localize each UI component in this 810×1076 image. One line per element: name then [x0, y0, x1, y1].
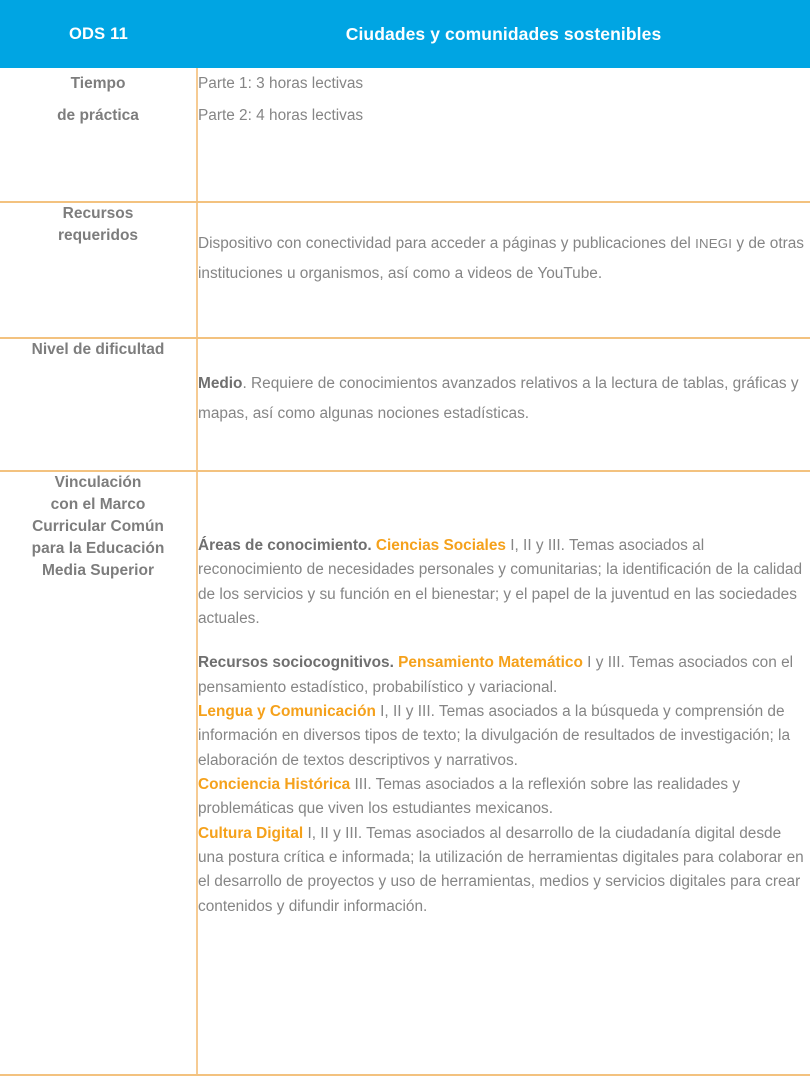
cultura-digital-text: I, II y III. Temas asociados al desarrollo de la ciudadanía digital desde una postura crítica e informada; la utilización de herramientas digitales para colaborar en el desarrollo de proyectos y uso de herramientas, medios y servicios digitales para crear contenidos y difundir información. [198, 824, 804, 915]
conciencia-historica-block [198, 773, 810, 822]
label-line: Recursos [62, 205, 134, 222]
table-header-row [0, 0, 810, 68]
row-label-vinculacion-mccems [0, 471, 197, 1075]
accent-pensamiento-matematico: Pensamiento Matemático [398, 654, 583, 672]
label-line: Nivel de dificultad [31, 341, 165, 358]
lengua-y-comunicacion-text: I, II y III. Temas asociados a la búsqueda y comprensión de información en diversos tipos de texto; la divulgación de resultados de investigación; la elaboración de textos descriptivos y narrativos. [198, 702, 791, 769]
label-line: Vinculación [54, 474, 142, 491]
nivel-text: . Requiere de conocimientos avanzados relativos a la lectura de tablas, gráficas y mapas, así como algunas nociones estadísticas. [198, 375, 799, 423]
recursos-inegi-acronym: INEGI [695, 236, 733, 251]
accent-lengua-y-comunicacion: Lengua y Comunicación [198, 702, 376, 720]
recursos-text-part-1: Dispositivo con conectividad para acceder a páginas y publicaciones del [198, 235, 696, 252]
row-content-nivel-de-dificultad [197, 338, 810, 471]
table-row [0, 471, 810, 1075]
label-line: Media Superior [42, 562, 154, 579]
label-line: requeridos [57, 227, 139, 244]
conciencia-historica-text: III. Temas asociados a la reflexión sobre las realidades y problemáticas que viven los estudiantes mexicanos. [198, 775, 741, 818]
label-line: para la Educación [31, 540, 165, 557]
label-line: Tiempo [70, 75, 126, 92]
accent-ciencias-sociales: Ciencias Sociales [375, 537, 506, 554]
header-ods-code: ODS 11 [0, 0, 197, 68]
accent-cultura-digital: Cultura Digital [198, 824, 304, 842]
row-label-tiempo-de-practica [0, 68, 197, 202]
nivel-bold-lead: Medio [198, 375, 243, 392]
recursos-sociocognitivos-lead-label: Recursos sociocognitivos. [198, 654, 394, 672]
header-ods-title: Ciudades y comunidades sostenibles [197, 0, 810, 68]
row-label-recursos-requeridos [0, 202, 197, 338]
row-label-nivel-de-dificultad [0, 338, 197, 471]
nivel-paragraph [198, 369, 810, 429]
table-row [0, 202, 810, 338]
recursos-sociocognitivos-paragraph [198, 651, 810, 919]
label-line: de práctica [57, 106, 139, 124]
cultura-digital-block [198, 822, 810, 919]
table-row [0, 338, 810, 471]
pensamiento-matematico-text: I y III. Temas asociados con el pensamiento estadístico, probabilístico y variacional. [198, 654, 794, 696]
accent-conciencia-historica: Conciencia Histórica [198, 775, 351, 793]
label-line: con el Marco [50, 496, 146, 513]
recursos-text-part-2: y de otras instituciones u organismos, así como a videos de YouTube. [198, 235, 804, 283]
recursos-paragraph [198, 229, 810, 289]
areas-body-text: I, II y III. Temas asociados al reconocimiento de necesidades personales y comunitarias; la identificación de la calidad de los servicios y su función en el bienestar; y el papel de la juventud en las sociedades actuales. [198, 537, 803, 627]
row-content-recursos-requeridos [197, 202, 810, 338]
tiempo-parte-2: Parte 2: 4 horas lectivas [198, 106, 364, 124]
areas-lead-label: Áreas de conocimiento. [198, 537, 372, 554]
label-line: Curricular Común [32, 518, 164, 535]
areas-de-conocimiento-paragraph [198, 534, 810, 631]
row-content-vinculacion-mccems [197, 471, 810, 1075]
row-content-tiempo-de-practica [197, 68, 810, 202]
tiempo-parte-1: Parte 1: 3 horas lectivas [198, 75, 364, 92]
lengua-y-comunicacion-block [198, 700, 810, 773]
table-row [0, 68, 810, 202]
